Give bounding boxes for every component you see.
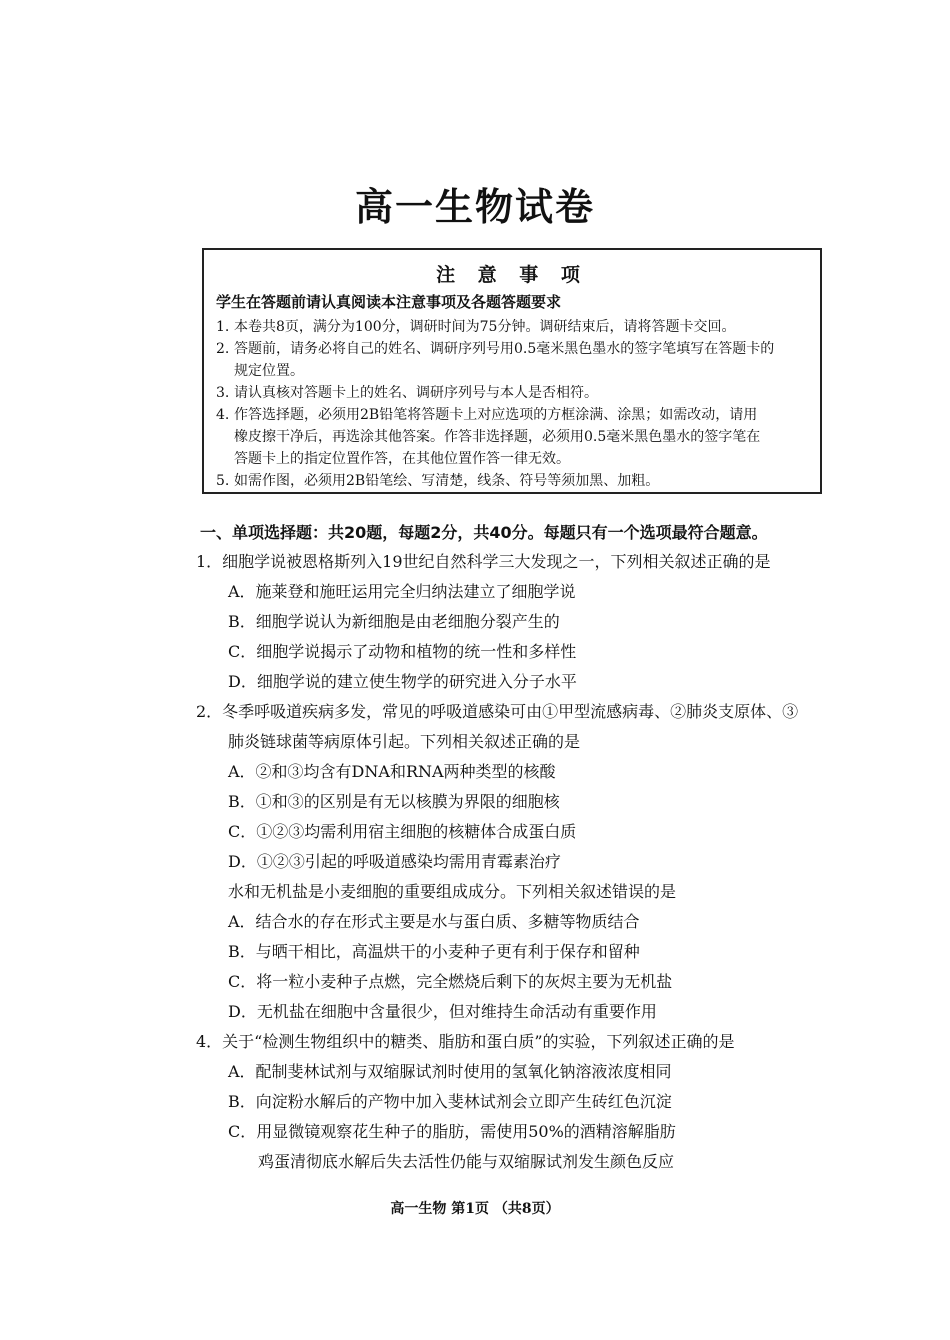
question-option: A．结合水的存在形式主要是水与蛋白质、多糖等物质结合 xyxy=(228,912,640,931)
question-option: D．无机盐在细胞中含量很少，但对维持生命活动有重要作用 xyxy=(228,1002,657,1021)
notice-box xyxy=(202,248,822,494)
question-option: B．①和③的区别是有无以核膜为界限的细胞核 xyxy=(228,792,560,811)
question-option: B．向淀粉水解后的产物中加入斐林试剂会立即产生砖红色沉淀 xyxy=(228,1092,672,1111)
notice-item-continuation: 规定位置。 xyxy=(234,363,304,379)
notice-item-continuation: 橡皮擦干净后，再选涂其他答案。作答非选择题，必须用0.5毫米黑色墨水的签字笔在 xyxy=(234,429,761,445)
question-stem-continuation: 肺炎链球菌等病原体引起。下列相关叙述正确的是 xyxy=(228,732,581,751)
question-option: C．细胞学说揭示了动物和植物的统一性和多样性 xyxy=(228,642,577,661)
question-option: B．与晒干相比，高温烘干的小麦种子更有利于保存和留种 xyxy=(228,942,640,961)
notice-intro: 学生在答题前请认真阅读本注意事项及各题答题要求 xyxy=(216,293,562,311)
notice-item xyxy=(216,382,808,404)
page-title: 高一生物试卷 xyxy=(354,185,595,229)
question-option: D．细胞学说的建立使生物学的研究进入分子水平 xyxy=(228,672,577,691)
question-stem: 2．冬季呼吸道疾病多发，常见的呼吸道感染可由①甲型流感病毒、②肺炎支原体、③ xyxy=(196,702,799,721)
notice-item xyxy=(216,338,808,382)
question-option: A．配制斐林试剂与双缩脲试剂时使用的氢氧化钠溶液浓度相同 xyxy=(228,1062,672,1081)
notice-item-text: 本卷共8页，满分为100分，调研时间为75分钟。调研结束后，请将答题卡交回。 xyxy=(234,319,736,335)
notice-item-text: 答题前，请务必将自己的姓名、调研序列号用0.5毫米黑色墨水的签字笔填写在答题卡的 xyxy=(234,341,775,357)
question-option: 鸡蛋清彻底水解后失去活性仍能与双缩脲试剂发生颜色反应 xyxy=(258,1152,675,1171)
notice-item-text: 请认真核对答题卡上的姓名、调研序列号与本人是否相符。 xyxy=(234,385,598,401)
question-stem: 水和无机盐是小麦细胞的重要组成成分。下列相关叙述错误的是 xyxy=(228,882,677,901)
question-option: A．②和③均含有DNA和RNA两种类型的核酸 xyxy=(228,762,556,781)
section-heading: 一、单项选择题：共20题，每题2分，共40分。每题只有一个选项最符合题意。 xyxy=(200,523,768,542)
question-option: D．①②③引起的呼吸道感染均需用青霉素治疗 xyxy=(228,852,561,871)
notice-heading: 注 意 事 项 xyxy=(436,264,588,286)
question-option: C．①②③均需利用宿主细胞的核糖体合成蛋白质 xyxy=(228,822,577,841)
notice-item xyxy=(216,316,808,338)
notice-item-number: 1. xyxy=(216,319,230,335)
notice-item-text: 如需作图，必须用2B铅笔绘、写清楚，线条、符号等须加黑、加粗。 xyxy=(234,473,660,489)
notice-item-number: 5. xyxy=(216,473,230,489)
question-stem: 4．关于“检测生物组织中的糖类、脂肪和蛋白质”的实验，下列叙述正确的是 xyxy=(196,1032,735,1051)
question-option: C．用显微镜观察花生种子的脂肪，需使用50%的酒精溶解脂肪 xyxy=(228,1122,676,1141)
question-stem: 1．细胞学说被恩格斯列入19世纪自然科学三大发现之一，下列相关叙述正确的是 xyxy=(196,552,771,571)
notice-item xyxy=(216,404,808,470)
notice-item-continuation: 答题卡上的指定位置作答，在其他位置作答一律无效。 xyxy=(234,451,570,467)
notice-item-number: 2. xyxy=(216,341,230,357)
question-option: B．细胞学说认为新细胞是由老细胞分裂产生的 xyxy=(228,612,560,631)
question-option: A．施莱登和施旺运用完全归纳法建立了细胞学说 xyxy=(228,582,576,601)
question-option: C．将一粒小麦种子点燃，完全燃烧后剩下的灰烬主要为无机盐 xyxy=(228,972,673,991)
notice-item-text: 作答选择题，必须用2B铅笔将答题卡上对应选项的方框涂满、涂黑；如需改动，请用 xyxy=(234,407,758,423)
notice-item xyxy=(216,470,808,492)
notice-item-number: 3. xyxy=(216,385,230,401)
page-footer: 高一生物 第1页 （共8页） xyxy=(390,1201,560,1217)
notice-item-number: 4. xyxy=(216,407,230,423)
